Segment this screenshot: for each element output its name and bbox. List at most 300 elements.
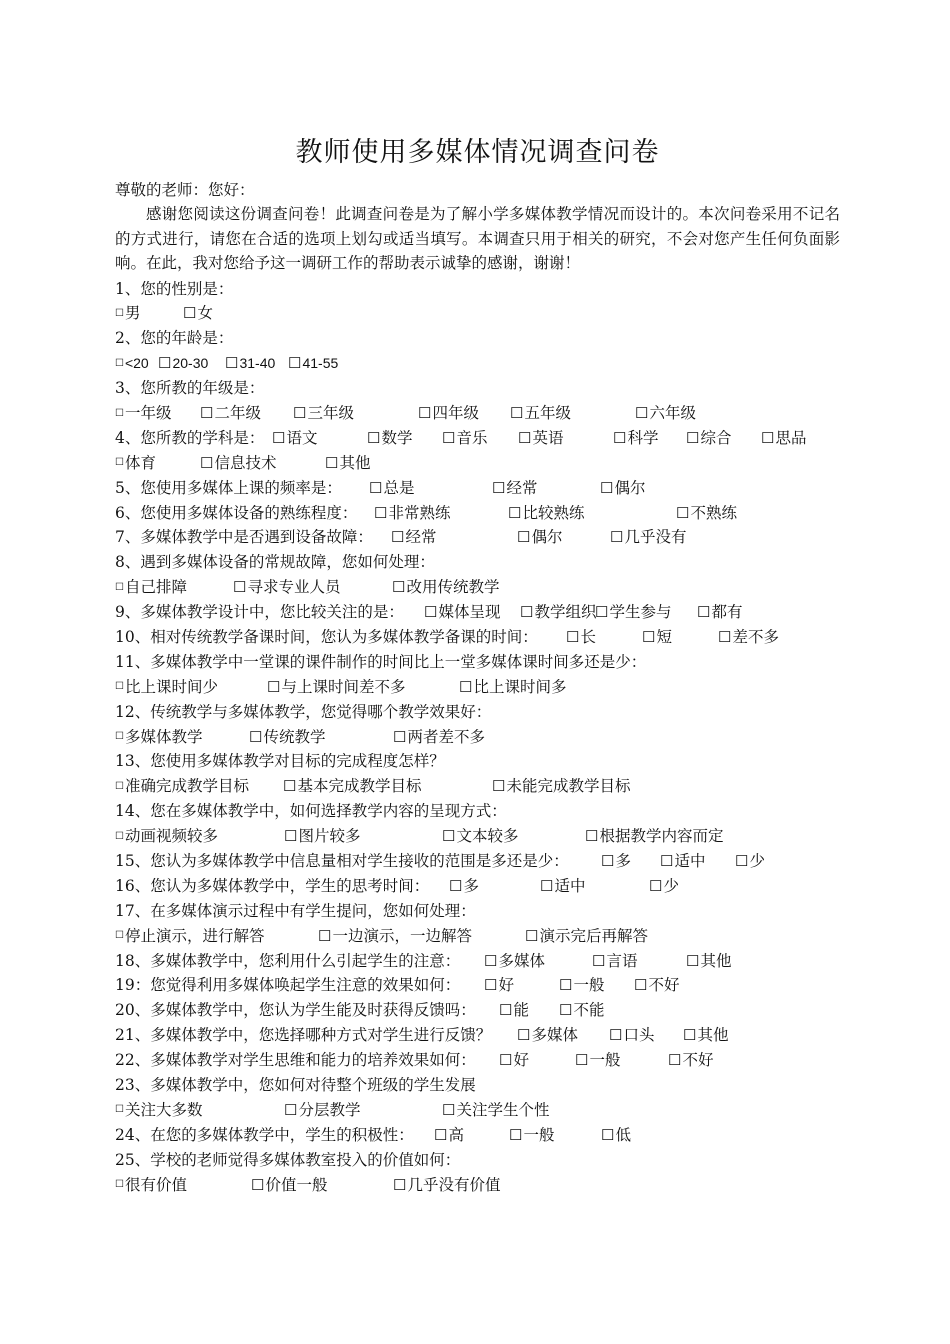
- checkbox-icon[interactable]: ☐: [418, 403, 432, 422]
- option-label: 比上课时间少: [124, 677, 218, 696]
- checkbox-icon[interactable]: ☐: [374, 503, 388, 522]
- checkbox-icon[interactable]: ☐: [686, 951, 700, 970]
- option-label: 经常: [405, 528, 437, 547]
- option-label: 多: [463, 876, 479, 895]
- option-label: 教学组织: [534, 603, 597, 622]
- checkbox-icon[interactable]: ☐: [393, 727, 407, 746]
- answer-option[interactable]: [642, 625, 672, 650]
- question-line: [115, 550, 840, 575]
- option-label: 寻求专业人员: [247, 578, 341, 597]
- answer-option[interactable]: [559, 998, 604, 1023]
- answer-option[interactable]: [520, 600, 596, 625]
- answer-option[interactable]: [325, 451, 370, 476]
- checkbox-icon[interactable]: ☐: [284, 827, 298, 846]
- option-label: 多媒体: [498, 951, 545, 970]
- answer-option[interactable]: [613, 426, 658, 451]
- option-label: 长: [580, 627, 596, 646]
- answer-option[interactable]: [449, 874, 479, 899]
- checkbox-icon[interactable]: ☐: [288, 354, 302, 373]
- option-label: 媒体呈现: [438, 603, 501, 622]
- answer-option[interactable]: [283, 774, 421, 799]
- option-label: 演示完后再解答: [539, 926, 648, 945]
- option-label: 20-30: [172, 355, 209, 372]
- question-line: [115, 774, 840, 799]
- answer-option[interactable]: [158, 351, 208, 376]
- answer-option[interactable]: [284, 824, 360, 849]
- checkbox-icon[interactable]: ☐: [115, 407, 124, 419]
- option-label: 好: [498, 976, 514, 995]
- answer-option[interactable]: [735, 849, 765, 874]
- question-text: 2、您的年龄是：: [115, 329, 234, 348]
- answer-option[interactable]: [686, 426, 731, 451]
- checkbox-icon[interactable]: ☐: [517, 528, 531, 547]
- question-text: 13、您使用多媒体教学对目标的完成程度怎样？: [115, 752, 445, 771]
- option-label: 短: [656, 627, 672, 646]
- answer-option[interactable]: [442, 426, 487, 451]
- checkbox-icon[interactable]: ☐: [115, 830, 124, 842]
- question-text: 8、遇到多媒体设备的常规故障，您如何处理：: [115, 553, 435, 572]
- checkbox-icon[interactable]: ☐: [449, 876, 463, 895]
- answer-option[interactable]: [393, 725, 485, 750]
- question-line: [115, 1098, 840, 1123]
- answer-option[interactable]: [660, 849, 705, 874]
- checkbox-icon[interactable]: ☐: [115, 357, 124, 369]
- option-label: 根据教学内容而定: [599, 827, 724, 846]
- answer-option[interactable]: [225, 351, 275, 376]
- greeting: 尊敬的老师：您好：: [115, 181, 255, 199]
- question-line: [115, 1123, 840, 1148]
- checkbox-icon[interactable]: ☐: [183, 304, 197, 323]
- answer-option[interactable]: [434, 1123, 464, 1148]
- question-text: 25、学校的老师觉得多媒体教室投入的价值如何：: [115, 1150, 461, 1169]
- checkbox-icon[interactable]: ☐: [761, 428, 775, 447]
- question-text: 14、您在多媒体教学中，如何选择教学内容的呈现方式：: [115, 802, 507, 821]
- option-label: 综合: [700, 428, 732, 447]
- question-line: [115, 799, 840, 824]
- checkbox-icon[interactable]: ☐: [115, 581, 124, 593]
- option-label: 一般: [523, 1125, 555, 1144]
- answer-option[interactable]: [601, 849, 631, 874]
- question-text: 7、多媒体教学中是否遇到设备故障：: [115, 528, 373, 547]
- checkbox-icon[interactable]: ☐: [508, 503, 522, 522]
- option-label: 分层教学: [298, 1100, 361, 1119]
- question-line: [115, 1173, 840, 1198]
- checkbox-icon[interactable]: ☐: [115, 681, 124, 693]
- question-line: [115, 998, 840, 1023]
- checkbox-icon[interactable]: ☐: [442, 428, 456, 447]
- option-label: 图片较多: [298, 827, 361, 846]
- option-label: 好: [513, 1051, 529, 1070]
- checkbox-icon[interactable]: ☐: [718, 627, 732, 646]
- option-label: 男: [124, 304, 141, 323]
- checkbox-icon[interactable]: ☐: [249, 727, 263, 746]
- answer-option[interactable]: [510, 401, 571, 426]
- option-label: 科学: [627, 428, 659, 447]
- checkbox-icon[interactable]: ☐: [115, 457, 124, 469]
- answer-option[interactable]: [251, 1173, 327, 1198]
- question-line: [115, 401, 840, 426]
- question-text: 23、多媒体教学中，您如何对待整个班级的学生发展: [115, 1076, 476, 1094]
- answer-option[interactable]: [761, 426, 806, 451]
- question-text: 21、多媒体教学中，您选择哪种方式对学生进行反馈？: [115, 1026, 492, 1045]
- question-line: [115, 351, 840, 376]
- checkbox-icon[interactable]: ☐: [367, 428, 381, 447]
- checkbox-icon[interactable]: ☐: [284, 1100, 298, 1119]
- answer-option[interactable]: [686, 949, 731, 974]
- intro-paragraph: 感谢您阅读这份调查问卷！此调查问卷是为了解小学多媒体教学情况而设计的。本次问卷采用不记名的方式进行，请您在合适的选项上划勾或适当填写。本调查只用于相关的研究，不会对您产生任何负面影响。在此，我对您给予这一调研工作的帮助表示诚挚的感谢，谢谢！: [115, 205, 840, 272]
- option-label: 基本完成教学目标: [297, 777, 422, 796]
- option-label: 少: [749, 851, 765, 870]
- question-text: 6、您使用多媒体设备的熟练程度：: [115, 503, 358, 522]
- checkbox-icon[interactable]: ☐: [434, 1125, 448, 1144]
- question-text: 1、您的性别是：: [115, 279, 234, 298]
- answer-option[interactable]: [293, 401, 354, 426]
- option-label: 六年级: [649, 403, 696, 422]
- option-label: 不好: [648, 976, 680, 995]
- question-text: 11、多媒体教学中一堂课的课件制作的时间比上一堂多媒体课时间多还是少：: [115, 652, 647, 671]
- checkbox-icon[interactable]: ☐: [613, 428, 627, 447]
- option-label: 关注大多数: [124, 1100, 203, 1119]
- option-label: 价值一般: [265, 1175, 328, 1194]
- checkbox-icon[interactable]: ☐: [649, 876, 663, 895]
- answer-option[interactable]: [115, 351, 149, 376]
- answer-option[interactable]: [442, 824, 518, 849]
- option-label: 停止演示，进行解答: [124, 926, 265, 945]
- option-label: 其他: [700, 951, 732, 970]
- option-label: 动画视频较多: [124, 827, 218, 846]
- answer-option[interactable]: [517, 1023, 578, 1048]
- question-list: [115, 277, 840, 1198]
- checkbox-icon[interactable]: ☐: [484, 976, 498, 995]
- checkbox-icon[interactable]: ☐: [510, 403, 524, 422]
- option-label: 能: [513, 1001, 529, 1020]
- question-line: [115, 301, 840, 326]
- answer-option[interactable]: [585, 824, 723, 849]
- question-line: [115, 625, 840, 650]
- checkbox-icon[interactable]: ☐: [601, 851, 615, 870]
- checkbox-icon[interactable]: ☐: [115, 307, 124, 319]
- checkbox-icon[interactable]: ☐: [735, 851, 749, 870]
- answer-option[interactable]: [518, 426, 563, 451]
- answer-option[interactable]: [115, 725, 202, 750]
- answer-option[interactable]: [249, 725, 325, 750]
- answer-option[interactable]: [601, 1123, 631, 1148]
- option-label: 差不多: [732, 627, 779, 646]
- option-label: 都有: [711, 603, 743, 622]
- checkbox-icon[interactable]: ☐: [635, 403, 649, 422]
- option-label: 未能完成教学目标: [506, 777, 631, 796]
- answer-option[interactable]: [517, 525, 562, 550]
- answer-option[interactable]: [115, 401, 171, 426]
- option-label: 高: [448, 1125, 464, 1144]
- checkbox-icon[interactable]: ☐: [442, 827, 456, 846]
- answer-option[interactable]: [424, 600, 500, 625]
- answer-option[interactable]: [115, 301, 140, 326]
- option-label: 适中: [554, 876, 586, 895]
- question-text: 17、在多媒体演示过程中有学生提问，您如何处理：: [115, 901, 476, 920]
- questionnaire-document: [115, 128, 840, 1197]
- option-label: 低: [615, 1125, 631, 1144]
- checkbox-icon[interactable]: ☐: [200, 453, 214, 472]
- question-text: 15、您认为多媒体教学中信息量相对学生接收的范围是多还是少：: [115, 851, 569, 870]
- option-label: 四年级: [432, 403, 479, 422]
- question-line: [115, 949, 840, 974]
- answer-option[interactable]: [484, 973, 514, 998]
- answer-option[interactable]: [540, 874, 585, 899]
- question-text: 20、多媒体教学中，您认为学生能及时获得反馈吗：: [115, 1001, 476, 1020]
- answer-option[interactable]: [559, 973, 604, 998]
- checkbox-icon[interactable]: ☐: [595, 603, 609, 622]
- question-text: 16、您认为多媒体教学中，学生的思考时间：: [115, 876, 430, 895]
- question-text: 5、您使用多媒体上课的频率是：: [115, 478, 342, 497]
- question-line: [115, 700, 840, 725]
- answer-option[interactable]: [318, 924, 472, 949]
- checkbox-icon[interactable]: ☐: [609, 1026, 623, 1045]
- option-label: 偶尔: [614, 478, 646, 497]
- option-label: 女: [197, 304, 213, 323]
- option-label: 多媒体教学: [124, 727, 203, 746]
- option-label: 体育: [124, 453, 156, 472]
- answer-option[interactable]: [374, 501, 450, 526]
- option-label: 二年级: [214, 403, 261, 422]
- checkbox-icon[interactable]: ☐: [499, 1051, 513, 1070]
- option-label: 41-55: [302, 355, 339, 372]
- answer-option[interactable]: [233, 575, 340, 600]
- checkbox-icon[interactable]: ☐: [392, 578, 406, 597]
- option-label: 比较熟练: [522, 503, 585, 522]
- option-label: 很有价值: [124, 1175, 187, 1194]
- checkbox-icon[interactable]: ☐: [642, 627, 656, 646]
- option-label: 其他: [339, 453, 371, 472]
- option-label: 信息技术: [214, 453, 277, 472]
- option-label: 非常熟练: [388, 503, 451, 522]
- checkbox-icon[interactable]: ☐: [393, 1175, 407, 1194]
- checkbox-icon[interactable]: ☐: [251, 1175, 265, 1194]
- answer-option[interactable]: [499, 1048, 529, 1073]
- answer-option[interactable]: [200, 451, 276, 476]
- answer-option[interactable]: [566, 625, 596, 650]
- answer-option[interactable]: [418, 401, 479, 426]
- checkbox-icon[interactable]: ☐: [676, 503, 690, 522]
- checkbox-icon[interactable]: ☐: [592, 951, 606, 970]
- answer-option[interactable]: [525, 924, 648, 949]
- checkbox-icon[interactable]: ☐: [660, 851, 674, 870]
- option-label: 语文: [286, 428, 318, 447]
- checkbox-icon[interactable]: ☐: [225, 354, 239, 373]
- answer-option[interactable]: [668, 1048, 713, 1073]
- question-line: [115, 525, 840, 550]
- option-label: 三年级: [307, 403, 354, 422]
- checkbox-icon[interactable]: ☐: [499, 1001, 513, 1020]
- checkbox-icon[interactable]: ☐: [585, 827, 599, 846]
- question-text: 18、多媒体教学中，您利用什么引起学生的注意：: [115, 951, 461, 970]
- checkbox-icon[interactable]: ☐: [283, 777, 297, 796]
- question-line: [115, 849, 840, 874]
- answer-option[interactable]: [369, 476, 414, 501]
- answer-option[interactable]: [459, 675, 566, 700]
- answer-option[interactable]: [509, 1123, 554, 1148]
- checkbox-icon[interactable]: ☐: [518, 428, 532, 447]
- answer-option[interactable]: [115, 451, 156, 476]
- answer-option[interactable]: [492, 476, 537, 501]
- question-line: [115, 824, 840, 849]
- checkbox-icon[interactable]: ☐: [601, 1125, 615, 1144]
- checkbox-icon[interactable]: ☐: [559, 1001, 573, 1020]
- answer-option[interactable]: [115, 675, 218, 700]
- answer-option[interactable]: [392, 575, 499, 600]
- checkbox-icon[interactable]: ☐: [610, 528, 624, 547]
- answer-option[interactable]: [592, 949, 637, 974]
- answer-option[interactable]: [288, 351, 338, 376]
- answer-option[interactable]: [267, 675, 405, 700]
- checkbox-icon[interactable]: ☐: [517, 1026, 531, 1045]
- answer-option[interactable]: [115, 1173, 187, 1198]
- question-text: 3、您所教的年级是：: [115, 379, 265, 398]
- question-line: [115, 924, 840, 949]
- option-label: 不好: [682, 1051, 714, 1070]
- checkbox-icon[interactable]: ☐: [442, 1100, 456, 1119]
- question-text: 9、多媒体教学设计中，您比较关注的是：: [115, 603, 404, 622]
- option-label: 准确完成教学目标: [124, 777, 249, 796]
- option-label: 多媒体: [531, 1026, 578, 1045]
- answer-option[interactable]: [609, 1023, 654, 1048]
- answer-option[interactable]: [683, 1023, 728, 1048]
- answer-option[interactable]: [595, 600, 671, 625]
- option-label: 改用传统教学: [406, 578, 500, 597]
- option-label: 传统教学: [263, 727, 326, 746]
- checkbox-icon[interactable]: ☐: [559, 976, 573, 995]
- option-label: 几乎没有价值: [407, 1175, 501, 1194]
- question-text: 10、相对传统教学备课时间，您认为多媒体教学备课的时间：: [115, 627, 538, 646]
- answer-option[interactable]: [442, 1098, 549, 1123]
- option-label: 一般: [589, 1051, 621, 1070]
- answer-option[interactable]: [367, 426, 412, 451]
- question-line: [115, 451, 840, 476]
- answer-option[interactable]: [115, 774, 249, 799]
- checkbox-icon[interactable]: ☐: [668, 1051, 682, 1070]
- question-line: [115, 277, 840, 302]
- checkbox-icon[interactable]: ☐: [325, 453, 339, 472]
- checkbox-icon[interactable]: ☐: [492, 777, 506, 796]
- answer-option[interactable]: [634, 973, 679, 998]
- option-label: 思品: [775, 428, 807, 447]
- checkbox-icon[interactable]: ☐: [200, 403, 214, 422]
- checkbox-icon[interactable]: ☐: [115, 930, 124, 942]
- option-label: 英语: [532, 428, 564, 447]
- checkbox-icon[interactable]: ☐: [293, 403, 307, 422]
- option-label: 偶尔: [531, 528, 563, 547]
- question-text: 24、在您的多媒体教学中，学生的积极性：: [115, 1125, 414, 1144]
- question-line: [115, 376, 840, 401]
- answer-option[interactable]: [284, 1098, 360, 1123]
- checkbox-icon[interactable]: ☐: [566, 627, 580, 646]
- checkbox-icon[interactable]: ☐: [459, 677, 473, 696]
- checkbox-icon[interactable]: ☐: [697, 603, 711, 622]
- document-title: 教师使用多媒体情况调查问卷: [295, 137, 660, 168]
- checkbox-icon[interactable]: ☐: [233, 578, 247, 597]
- answer-option[interactable]: [115, 824, 218, 849]
- checkbox-icon[interactable]: ☐: [520, 603, 534, 622]
- checkbox-icon[interactable]: ☐: [600, 478, 614, 497]
- question-line: [115, 973, 840, 998]
- question-line: [115, 675, 840, 700]
- answer-option[interactable]: [649, 874, 679, 899]
- checkbox-icon[interactable]: ☐: [115, 1179, 124, 1191]
- answer-option[interactable]: [610, 525, 686, 550]
- checkbox-icon[interactable]: ☐: [484, 951, 498, 970]
- option-label: 自己排障: [124, 578, 187, 597]
- answer-option[interactable]: [600, 476, 645, 501]
- question-line: [115, 725, 840, 750]
- answer-option[interactable]: [635, 401, 696, 426]
- option-label: 文本较多: [456, 827, 519, 846]
- option-label: 一边演示，一边解答: [332, 926, 472, 945]
- answer-option[interactable]: [575, 1048, 620, 1073]
- question-line: [115, 426, 840, 451]
- answer-option[interactable]: [676, 501, 737, 526]
- answer-option[interactable]: [183, 301, 213, 326]
- answer-option[interactable]: [272, 426, 317, 451]
- question-line: [115, 1023, 840, 1048]
- answer-option[interactable]: [391, 525, 436, 550]
- option-label: 数学: [381, 428, 413, 447]
- option-label: 关注学生个性: [456, 1100, 550, 1119]
- checkbox-icon[interactable]: ☐: [115, 731, 124, 743]
- checkbox-icon[interactable]: ☐: [115, 1104, 124, 1116]
- checkbox-icon[interactable]: ☐: [391, 528, 405, 547]
- answer-option[interactable]: [115, 1098, 202, 1123]
- checkbox-icon[interactable]: ☐: [686, 428, 700, 447]
- answer-option[interactable]: [718, 625, 779, 650]
- checkbox-icon[interactable]: ☐: [424, 603, 438, 622]
- answer-option[interactable]: [492, 774, 630, 799]
- checkbox-icon[interactable]: ☐: [509, 1125, 523, 1144]
- question-line: [115, 899, 840, 924]
- option-label: 不熟练: [690, 503, 737, 522]
- answer-option[interactable]: [499, 998, 529, 1023]
- question-line: [115, 575, 840, 600]
- answer-option[interactable]: [508, 501, 584, 526]
- answer-option[interactable]: [115, 575, 187, 600]
- option-label: 少: [663, 876, 679, 895]
- checkbox-icon[interactable]: ☐: [575, 1051, 589, 1070]
- answer-option[interactable]: [200, 401, 261, 426]
- option-label: 学生参与: [609, 603, 672, 622]
- checkbox-icon[interactable]: ☐: [115, 780, 124, 792]
- checkbox-icon[interactable]: ☐: [158, 354, 172, 373]
- checkbox-icon[interactable]: ☐: [272, 428, 286, 447]
- question-line: [115, 749, 840, 774]
- answer-option[interactable]: [697, 600, 742, 625]
- option-label: 31-40: [239, 355, 276, 372]
- checkbox-icon[interactable]: ☐: [492, 478, 506, 497]
- checkbox-icon[interactable]: ☐: [369, 478, 383, 497]
- checkbox-icon[interactable]: ☐: [634, 976, 648, 995]
- option-label: 言语: [606, 951, 638, 970]
- answer-option[interactable]: [115, 924, 264, 949]
- option-label: 不能: [573, 1001, 605, 1020]
- answer-option[interactable]: [484, 949, 545, 974]
- checkbox-icon[interactable]: ☐: [525, 926, 539, 945]
- checkbox-icon[interactable]: ☐: [540, 876, 554, 895]
- checkbox-icon[interactable]: ☐: [683, 1026, 697, 1045]
- answer-option[interactable]: [393, 1173, 500, 1198]
- option-label: 几乎没有: [624, 528, 687, 547]
- checkbox-icon[interactable]: ☐: [267, 677, 281, 696]
- checkbox-icon[interactable]: ☐: [318, 926, 332, 945]
- option-label: 其他: [697, 1026, 729, 1045]
- question-line: [115, 650, 840, 675]
